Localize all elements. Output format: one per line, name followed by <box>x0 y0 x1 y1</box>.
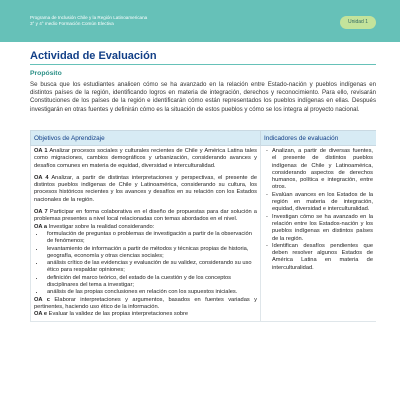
objective-oa1 <box>34 148 257 170</box>
page-title: Actividad de Evaluación <box>30 50 157 62</box>
objectives-cell <box>31 146 261 322</box>
indicator-item: - Analizan, a partir de diversas fuentes, el presente de distintos pueblos indígenas de Chile y Latinoamérica, considerando aspectos de derechos humanos, política e integración, entre otros. <box>272 148 373 192</box>
evaluation-table <box>30 130 376 405</box>
list-item: • formulación de preguntas o problemas de investigación a partir de la observación de fenómenos; <box>45 231 257 246</box>
indicator-item: - Investigan cómo se ha avanzado en la relación entre los Estados-nación y los pueblos indígenas en distintos países de la región. <box>272 214 373 243</box>
objective-text: Analizar procesos sociales y culturales recientes de Chile y América Latina tales como migraciones, cambios demográficos y urbanización, considerando avances y desafíos comunes en materia de equidad, diversidad e interculturalidad. <box>34 148 257 169</box>
list-item: • análisis crítico de las evidencias y evaluación de su validez, considerando su uso ético para respaldar opiniones; <box>45 260 257 275</box>
program-line-2: 3° y 4° medio Formación Común Electiva <box>30 21 114 26</box>
purpose-text: Se busca que los estudiantes analicen cómo se ha avanzado en la relación entre Estado-nación y pueblos indígenas en distintos países de la región, identificando logros en materia de integración, derechos y reconocimiento. Para ello, revisarán Constituciones de los países de la región e identificarán cómo están representados los pueblos indígenas en ellas. Después investigarán en otras fuentes y definirán cómo es la situación de estos pueblos y cómo se los integra al proyecto nacional. <box>30 81 376 113</box>
objective-code: OA 4 <box>34 174 49 181</box>
indicators-header: Indicadores de evaluación <box>261 131 377 146</box>
objective-oa7 <box>34 209 257 224</box>
objective-code: OA a <box>34 223 48 230</box>
objective-text: Participar en forma colaborativa en el diseño de propuestas para dar solución a problemas presentes a nivel local relacionadas con temas abordados en el nivel. <box>34 209 257 223</box>
objectives-header: Objetivos de Aprendizaje <box>31 131 261 146</box>
title-divider <box>30 64 376 65</box>
objective-code: OA c <box>34 296 50 303</box>
objective-code: OA 1 <box>34 148 48 154</box>
objective-oa-e <box>34 311 257 318</box>
objective-text: Analizar, a partir de distintas interpretaciones y perspectivas, el presente de distintos pueblos indígenas de Chile y Latinoamérica, considerando su cultura, los procesos históricos recientes y los avances y desafíos en su relación con los Estados nacionales de la región. <box>34 174 257 203</box>
list-item: • definición del marco teórico, del estado de la cuestión y de los conceptos disciplinares del tema a investigar; <box>45 275 257 290</box>
list-item: • levantamiento de información a partir de métodos y técnicas propias de historia, geografía, economía y otras ciencias sociales; <box>45 246 257 261</box>
header-band <box>0 0 400 42</box>
indicator-item: - Evalúan avances en los Estados de la región en materia de integración, equidad, diversidad e interculturalidad. <box>272 192 373 214</box>
oa-a-list <box>34 231 257 297</box>
indicators-cell <box>261 146 377 322</box>
objective-text: Elaborar interpretaciones y argumentos, basados en fuentes variadas y pertinentes, haciendo uso ético de la información. <box>34 296 257 310</box>
program-line-1: Programa de Inclusión Chile y la Región Latinoamericana <box>30 15 148 20</box>
objective-text: Evaluar la validez de las propias interpretaciones sobre <box>48 311 189 318</box>
program-name <box>30 15 147 27</box>
objective-oa4 <box>34 175 257 204</box>
objective-text: Investigar sobre la realidad considerando: <box>48 223 155 230</box>
indicator-list <box>264 148 373 272</box>
indicator-item: - Identifican desafíos pendientes que deben resolver algunos Estados de América Latina en materia de interculturalidad. <box>272 243 373 272</box>
purpose-heading: Propósito <box>30 70 62 77</box>
list-item: • análisis de las propias conclusiones en relación con los supuestos iniciales. <box>45 289 257 296</box>
objective-oa-c <box>34 297 257 312</box>
objective-code: OA 7 <box>34 209 48 216</box>
unit-badge: Unidad 1 <box>340 16 376 29</box>
objective-oa-a <box>34 224 257 231</box>
objective-code: OA e <box>34 311 48 318</box>
